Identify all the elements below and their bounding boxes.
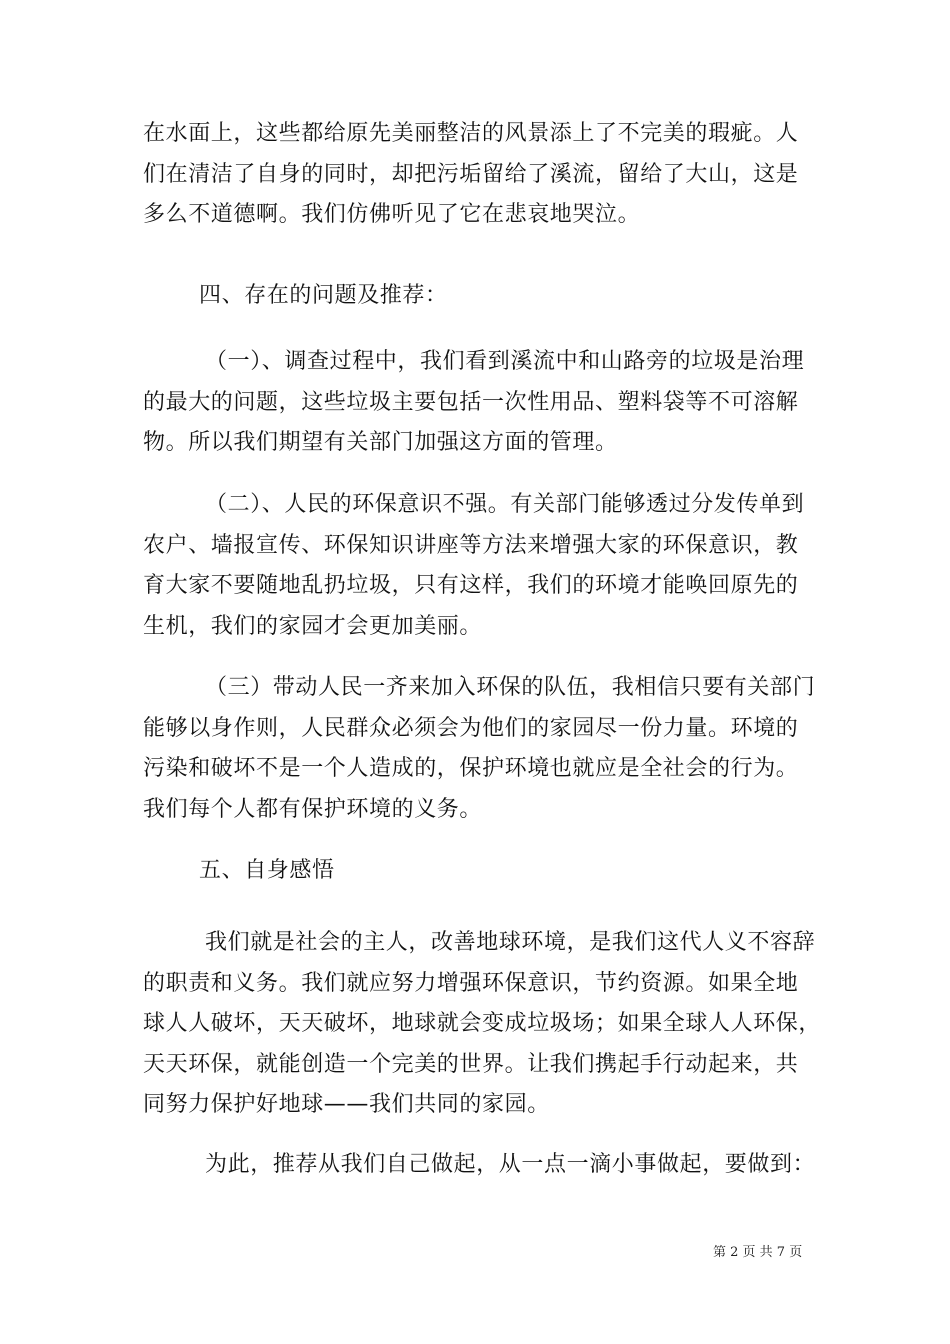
text-line: 我们每个人都有保护环境的义务。 bbox=[143, 796, 483, 822]
paragraph-recommendation-intro bbox=[143, 1145, 816, 1186]
text-line: 天天环保，就能创造一个完美的世界。让我们携起手行动起来，共 bbox=[143, 1051, 799, 1077]
text-line: 的职责和义务。我们就应努力增强环保意识，节约资源。如果全地 bbox=[143, 970, 799, 996]
paragraph-item-three bbox=[143, 668, 816, 830]
text-line: （二）、人民的环保意识不强。有关部门能够透过分发传单到 bbox=[205, 492, 805, 517]
text-line: 育大家不要随地乱扔垃圾，只有这样，我们的环境才能唤回原先的 bbox=[143, 573, 799, 598]
text-line: 生机，我们的家园才会更加美丽。 bbox=[143, 613, 483, 639]
text-line: 物。所以我们期望有关部门加强这方面的管理。 bbox=[143, 430, 618, 455]
section-heading-reflection: 五、自身感悟 bbox=[199, 858, 335, 883]
text-line: （三）带动人民一齐来加入环保的队伍，我相信只要有关部门 bbox=[205, 675, 816, 700]
text-line: 为此，推荐从我们自己做起，从一点一滴小事做起，要做到： bbox=[205, 1152, 816, 1177]
paragraph-reflection bbox=[143, 923, 822, 1126]
text-line: （一）、调查过程中，我们看到溪流中和山路旁的垃圾是治理 bbox=[205, 349, 805, 374]
page-number-footer: 第 2 页 共 7 页 bbox=[713, 1245, 803, 1260]
paragraph-pollution-continued bbox=[143, 114, 808, 236]
text-line: 能够以身作则，人民群众必须会为他们的家园尽一份力量。环境的 bbox=[143, 715, 799, 741]
text-line: 多么不道德啊。我们仿佛听见了它在悲哀地哭泣。 bbox=[143, 202, 641, 227]
text-line: 在水面上，这些都给原先美丽整洁的风景添上了不完美的瑕疵。人 bbox=[143, 121, 799, 146]
text-line: 球人人破坏，天天破坏，地球就会变成垃圾场；如果全球人人环保， bbox=[143, 1011, 822, 1036]
paragraph-item-one bbox=[143, 342, 808, 464]
paragraph-item-two bbox=[143, 485, 808, 647]
text-line: 的最大的问题，这些垃圾主要包括一次性用品、塑料袋等不可溶解 bbox=[143, 389, 799, 415]
text-line: 同努力保护好地球——我们共同的家园。 bbox=[143, 1092, 550, 1117]
text-line: 们在清洁了自身的同时，却把污垢留给了溪流，留给了大山，这是 bbox=[143, 161, 799, 187]
text-line: 我们就是社会的主人，改善地球环境，是我们这代人义不容辞 bbox=[205, 930, 816, 955]
text-line: 污染和破坏不是一个人造成的，保护环境也就应是全社会的行为。 bbox=[143, 756, 799, 781]
text-line: 农户、墙报宣传、环保知识讲座等方法来增强大家的环保意识，教 bbox=[143, 532, 799, 558]
section-heading-problems: 四、存在的问题及推荐： bbox=[199, 283, 448, 308]
